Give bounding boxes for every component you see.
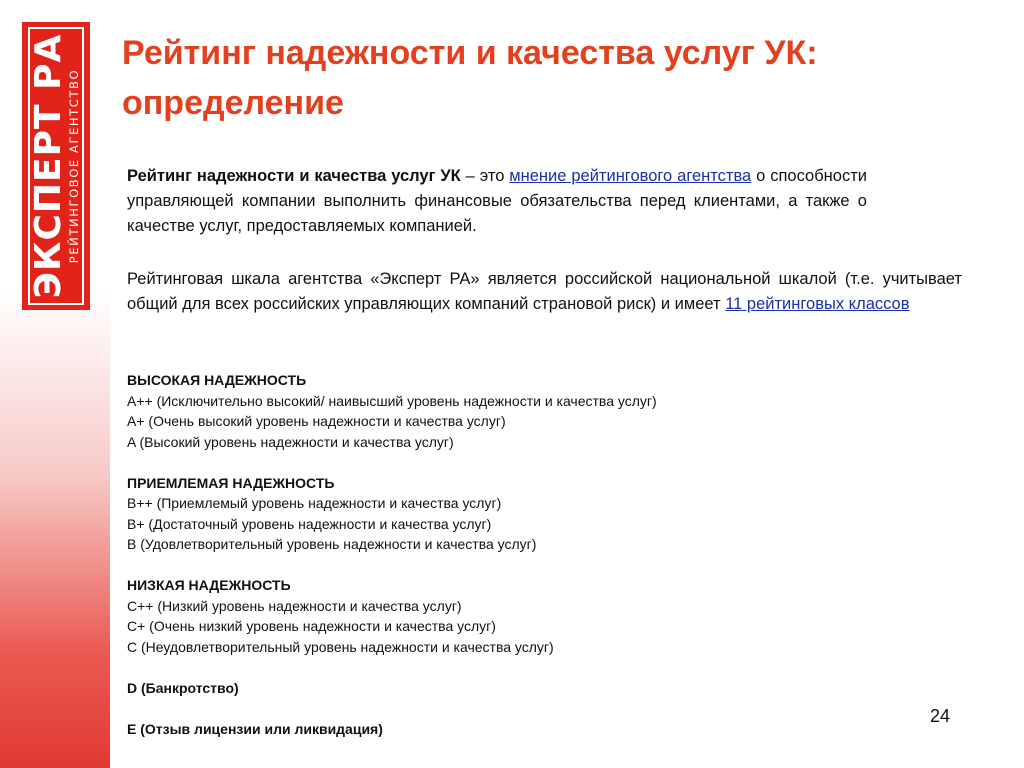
class-item: A (Высокий уровень надежности и качества услуг) (127, 433, 454, 450)
agency-opinion-link[interactable]: мнение рейтингового агентства (509, 167, 752, 185)
spacer (127, 452, 927, 473)
definition-term: Рейтинг надежности и качества услуг УК (127, 167, 461, 185)
definition-dash: – это (460, 167, 510, 185)
class-item: C (Неудовлетворительный уровень надежности и качества услуг) (127, 638, 554, 655)
group-heading-acceptable: ПРИЕМЛЕМАЯ НАДЕЖНОСТЬ (127, 474, 335, 491)
expert-ra-logo (22, 22, 90, 310)
scale-paragraph (127, 267, 962, 317)
rating-classes-list (127, 370, 927, 739)
class-item: B (Удовлетворительный уровень надежности и качества услуг) (127, 536, 537, 552)
page-number: 24 (930, 706, 951, 726)
logo-frame (28, 27, 84, 305)
class-e-license-revocation: E (Отзыв лицензии или ликвидация) (127, 720, 383, 737)
spacer (127, 698, 927, 719)
class-item: C++ (Низкий уровень надежности и качества услуг) (127, 597, 462, 614)
class-item: A+ (Очень высокий уровень надежности и качества услуг) (127, 413, 506, 429)
logo-sub-text: РЕЙТИНГОВОЕ АГЕНТСТВО (67, 68, 81, 264)
group-heading-low: НИЗКАЯ НАДЕЖНОСТЬ (127, 577, 291, 593)
slide-title: Рейтинг надежности и качества услуг УК: определение (122, 34, 818, 122)
scale-text: Рейтинговая шкала агентства «Эксперт РА» является российской национальной шкалой (т.е. учитывает общий для всех российских управляющих компаний страновой риск) и имеет (127, 270, 962, 313)
group-heading-high: ВЫСОКАЯ НАДЕЖНОСТЬ (127, 372, 307, 388)
class-item: A++ (Исключительно высокий/ наивысший уровень надежности и качества услуг) (127, 392, 657, 409)
spacer (127, 555, 927, 576)
class-item: B+ (Достаточный уровень надежности и качества услуг) (127, 515, 492, 532)
class-item: C+ (Очень низкий уровень надежности и качества услуг) (127, 618, 496, 634)
definition-rest: о способности управляющей компании выполнить финансовые обязательства перед клиентами, а также о качестве услуг, предоставляемых компанией. (127, 167, 867, 235)
rating-classes-link[interactable]: 11 рейтинговых классов (725, 295, 910, 313)
class-item: B++ (Приемлемый уровень надежности и качества услуг) (127, 495, 502, 511)
logo-main-text: ЭКСПЕРТ РА (28, 33, 69, 299)
spacer (127, 657, 927, 678)
class-d-bankruptcy: D (Банкротство) (127, 679, 239, 696)
definition-paragraph (127, 164, 867, 239)
logo-text-block (30, 29, 82, 303)
